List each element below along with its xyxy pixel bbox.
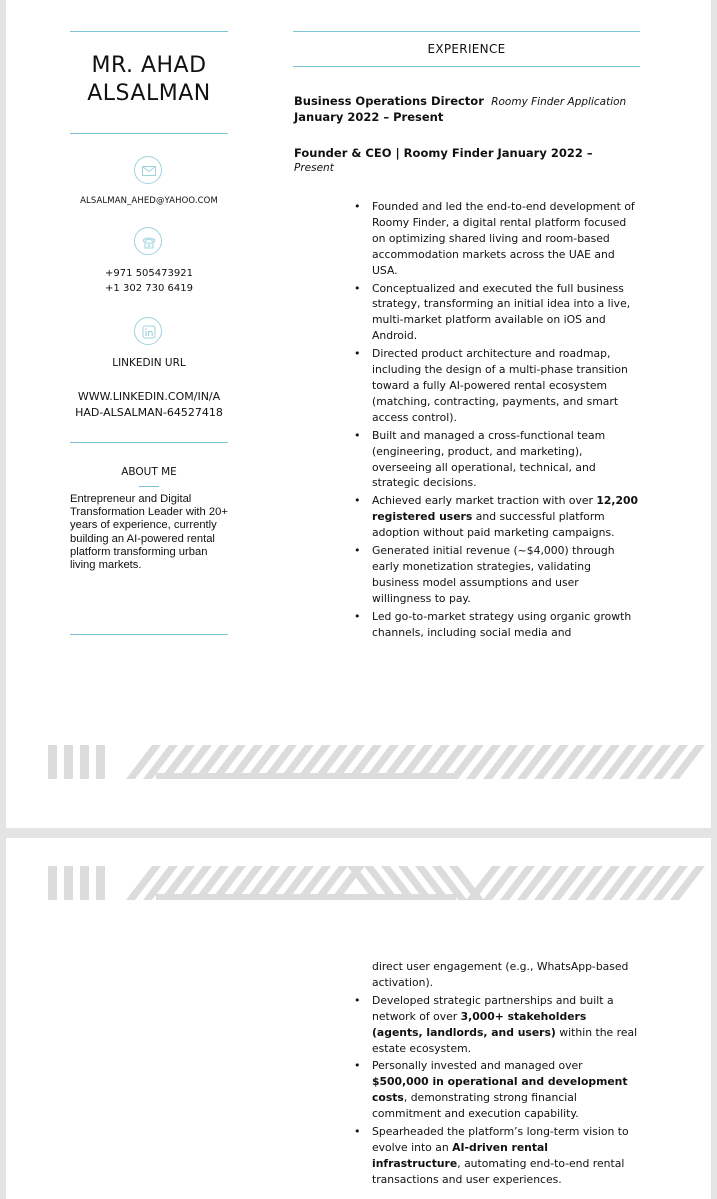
linkedin-url[interactable] — [70, 389, 228, 421]
about-underline — [139, 486, 159, 487]
stripe — [64, 745, 73, 779]
decorative-stripe-band — [6, 858, 711, 918]
bullet-text: Conceptualized and executed the full business strategy, transforming an initial idea into a live, multi-market platform available on iOS and Android. — [372, 281, 631, 343]
resume-page-2 — [6, 838, 711, 1199]
bullet-text: Directed product architecture and roadmap, including the design of a multi-phase transition toward a fully AI-powered rental ecosystem (matching, contracting, payments, and smart access control). — [372, 347, 628, 424]
experience-top-rule — [293, 31, 640, 32]
bullet-text: Developed strategic partnerships and built a network of over — [372, 993, 614, 1023]
name-line-1: MR. AHAD — [91, 53, 207, 78]
achievement-list-continued — [372, 959, 640, 1190]
bullet-text: Founded and led the end-to-end development of Roomy Finder, a digital rental platform focused on optimizing shared living and room-based accommodation markets across the UAE and USA. — [372, 200, 635, 277]
stripe — [64, 866, 73, 900]
bullet-text: Built and managed a cross-functional team (engineering, product, and marketing), overseeing all operational, technical, and strategic decisions. — [372, 428, 606, 490]
list-item — [372, 609, 640, 641]
phone-numbers — [70, 266, 228, 296]
list-item — [372, 1058, 640, 1122]
bullet-text: Achieved early market traction with over — [372, 494, 597, 508]
bullet-text: Led go-to-market strategy using organic growth channels, including social media and — [372, 609, 632, 639]
linkedin-url-line-2[interactable]: HAD-ALSALMAN-64527418 — [75, 406, 223, 419]
highlight-text: AI-driven rental infrastructure — [372, 1140, 549, 1170]
highlight-text: 3,000+ stakeholders (agents, landlords, and users) — [372, 1009, 587, 1039]
stripe — [156, 773, 456, 779]
job-dates: January 2022 – Present — [294, 110, 444, 124]
achievement-list — [372, 199, 640, 642]
about-title: ABOUT ME — [121, 466, 177, 478]
stripe — [48, 745, 57, 779]
stripe — [96, 866, 105, 900]
linkedin-url-line-1[interactable]: WWW.LINKEDIN.COM/IN/A — [77, 390, 221, 403]
bullet-text: Spearheaded the platform’s long-term vision to evolve into an — [372, 1125, 629, 1154]
envelope-icon — [134, 156, 162, 184]
candidate-name — [70, 52, 228, 108]
bullet-text: within the real estate ecosystem. — [372, 1025, 638, 1055]
sidebar-bottom-rule — [70, 634, 228, 635]
stripe — [80, 866, 89, 900]
highlight-text: 12,200 registered users — [372, 494, 639, 524]
list-item — [372, 993, 640, 1057]
phone-icon — [134, 227, 162, 255]
name-line-2: ALSALMAN — [87, 81, 211, 106]
phone-uae[interactable]: +971 505473921 — [105, 268, 193, 279]
stripe — [96, 745, 105, 779]
highlight-text: $500,000 in operational and development costs — [372, 1075, 628, 1105]
decorative-stripe-band — [6, 737, 711, 797]
list-item — [372, 959, 640, 991]
bullet-text: Personally invested and managed over — [372, 1059, 583, 1073]
email-text[interactable]: ALSALMAN_AHED@YAHOO.COM — [80, 196, 218, 206]
job-entry-founder-ceo — [294, 146, 644, 176]
list-item — [372, 493, 640, 541]
list-item — [372, 1124, 640, 1188]
sidebar-contact-rule — [70, 442, 228, 443]
list-item — [372, 346, 640, 426]
stripe — [48, 866, 57, 900]
sidebar-top-rule — [70, 31, 228, 32]
stripe — [80, 745, 89, 779]
phone-us[interactable]: +1 302 730 6419 — [105, 283, 193, 294]
bullet-text: , automating end-to-end rental transactions and user experiences. — [372, 1156, 625, 1186]
bullet-text: Generated initial revenue (~$4,000) through early monetization strategies, validating business model assumptions and user willingness to pay. — [372, 544, 615, 605]
job-dates: Present — [294, 162, 334, 174]
bullet-text: and successful platform adoption without paid marketing campaigns. — [372, 510, 615, 540]
about-text: Entrepreneur and Digital Transformation Leader with 20+ years of experience, currently building an AI-powered rental platform transforming urban living markets. — [70, 493, 228, 572]
list-item — [372, 199, 640, 279]
list-item — [372, 543, 640, 607]
stripe — [156, 894, 456, 900]
linkedin-icon — [134, 317, 162, 345]
sidebar-name-rule — [70, 133, 228, 134]
resume-page-1 — [6, 0, 711, 828]
list-item — [372, 428, 640, 492]
experience-bottom-rule — [293, 66, 640, 67]
job-company: Roomy Finder Application — [491, 96, 627, 108]
job-entry-operations-director — [294, 94, 644, 125]
bullet-text: direct user engagement (e.g., WhatsApp-based activation). — [372, 960, 629, 989]
experience-heading: EXPERIENCE — [427, 42, 506, 56]
job-title: Founder & CEO | Roomy Finder January 2022 – — [294, 146, 593, 160]
list-item — [372, 281, 640, 345]
linkedin-label: LINKEDIN URL — [112, 357, 186, 369]
bullet-text: , demonstrating strong financial commitment and execution capability. — [372, 1091, 579, 1121]
job-title: Business Operations Director — [294, 94, 484, 108]
